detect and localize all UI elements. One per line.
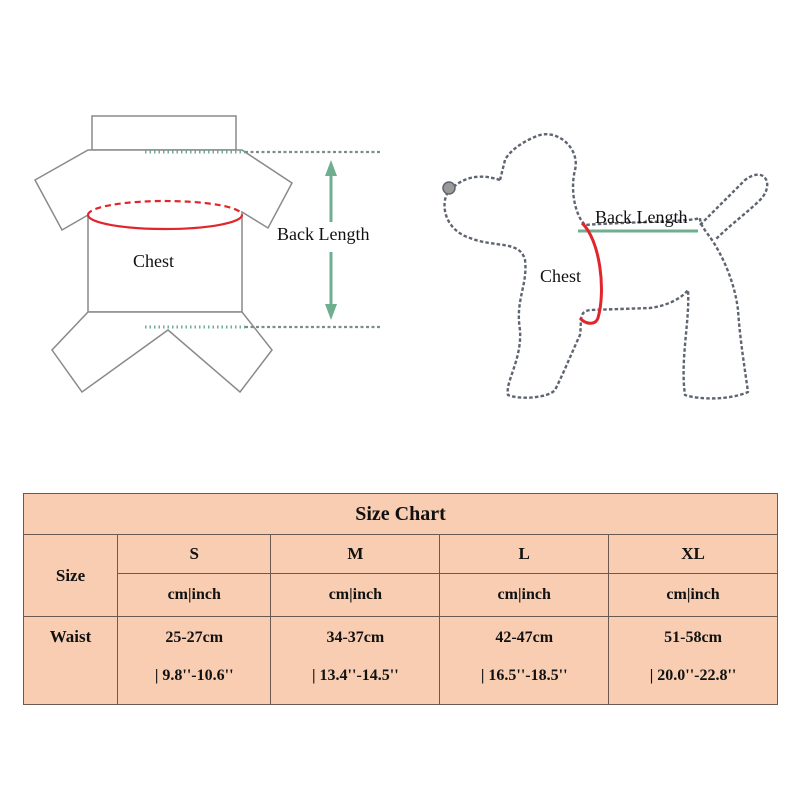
unit-cell-m: cm|inch [271, 574, 440, 617]
size-header-xl: XL [609, 535, 778, 574]
dog-outline [444, 134, 767, 398]
waist-cm-m: 34-37cm [326, 629, 385, 646]
dog-chest-label: Chest [540, 266, 582, 286]
waist-inch-m: | 13.4''-14.5'' [312, 667, 399, 684]
garment-back-length-label: Back Length [277, 224, 370, 244]
waist-cell-xl [609, 617, 778, 705]
dog-nose-icon [443, 182, 455, 194]
size-header-l: L [440, 535, 609, 574]
size-row-label: Size [24, 535, 118, 617]
size-header-s: S [118, 535, 271, 574]
unit-cell-s: cm|inch [118, 574, 271, 617]
waist-row-label: Waist [24, 617, 118, 705]
dog-back-length-label: Back Length [595, 207, 688, 227]
waist-cell-m [271, 617, 440, 705]
waist-cell-s [118, 617, 271, 705]
size-chart-title: Size Chart [24, 494, 778, 535]
unit-cell-xl: cm|inch [609, 574, 778, 617]
dog-chest-marker [580, 223, 601, 323]
waist-cm-xl: 51-58cm [664, 629, 722, 646]
unit-cell-l: cm|inch [440, 574, 609, 617]
waist-cm-s: 25-27cm [165, 629, 224, 646]
size-header-m: M [271, 535, 440, 574]
waist-inch-s: | 9.8''-10.6'' [154, 667, 234, 684]
size-chart-table [23, 493, 778, 705]
garment-chest-label: Chest [133, 251, 175, 271]
waist-cm-l: 42-47cm [495, 629, 554, 646]
waist-cell-l [440, 617, 609, 705]
waist-inch-l: | 16.5''-18.5'' [480, 667, 568, 684]
waist-inch-xl: | 20.0''-22.8'' [649, 667, 737, 684]
